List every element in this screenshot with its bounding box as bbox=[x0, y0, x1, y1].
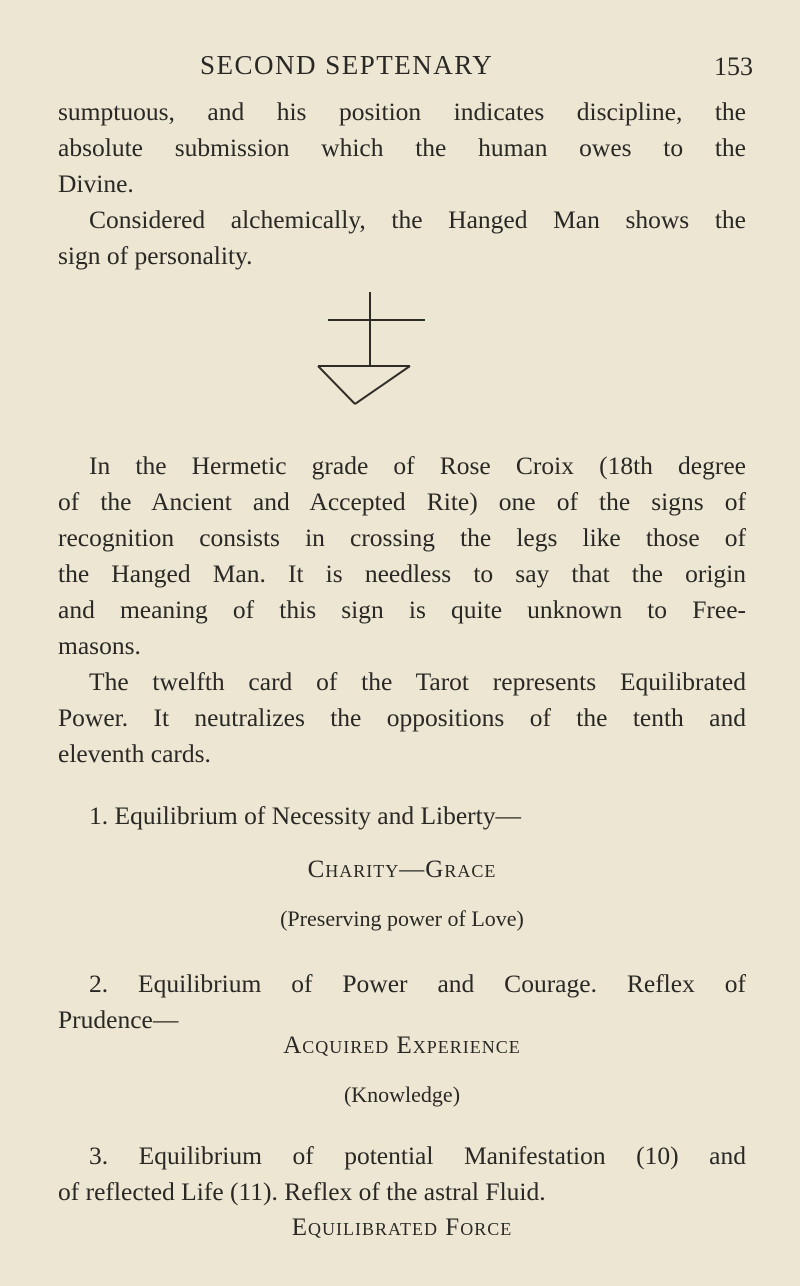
personality-sign-symbol bbox=[300, 282, 440, 412]
text-line: Divine. bbox=[58, 169, 134, 198]
text-line: of reflected Life (11). Reflex of the astral Fluid. bbox=[58, 1177, 546, 1206]
text-line: eleventh cards. bbox=[58, 739, 211, 768]
paragraph-continuation bbox=[58, 94, 746, 202]
item3-heading: Equilibrated Force bbox=[291, 1214, 513, 1241]
paragraph-alchemical bbox=[58, 202, 746, 274]
text-line: Considered alchemically, the Hanged Man shows the bbox=[89, 205, 746, 234]
text-line: and meaning of this sign is quite unknown to Free- bbox=[58, 595, 746, 624]
text-line: recognition consists in crossing the legs like those of bbox=[58, 523, 746, 552]
page-number: 153 bbox=[714, 52, 753, 81]
text-line: In the Hermetic grade of Rose Croix (18th degree bbox=[89, 451, 746, 480]
list-item-1 bbox=[58, 798, 746, 834]
item1-heading: Charity—Grace bbox=[307, 856, 497, 883]
text-line: Power. It neutralizes the oppositions of the tenth and bbox=[58, 703, 746, 732]
text-line: 2. Equilibrium of Power and Courage. Reflex of bbox=[89, 969, 746, 998]
text-line: masons. bbox=[58, 631, 141, 660]
symbol-triangle-right bbox=[355, 366, 410, 404]
item2-subheading: (Knowledge) bbox=[343, 1082, 461, 1107]
list-item-3 bbox=[58, 1138, 746, 1210]
text-line: 1. Equilibrium of Necessity and Liberty— bbox=[89, 801, 521, 830]
list-item-2 bbox=[58, 966, 746, 1038]
running-head: SECOND SEPTENARY bbox=[200, 50, 494, 80]
item2-heading: Acquired Experience bbox=[283, 1032, 521, 1059]
text-line: sign of personality. bbox=[58, 241, 253, 270]
text-line: The twelfth card of the Tarot represents Equilibrated bbox=[89, 667, 746, 696]
item1-subheading: (Preserving power of Love) bbox=[280, 906, 524, 931]
text-line: sumptuous, and his position indicates discipline, the bbox=[58, 97, 746, 126]
paragraph-twelfth-card bbox=[58, 664, 746, 772]
text-line: absolute submission which the human owes to the bbox=[58, 133, 746, 162]
symbol-triangle-left bbox=[318, 366, 355, 404]
text-line: 3. Equilibrium of potential Manifestation (10) and bbox=[89, 1141, 746, 1170]
paragraph-rose-croix bbox=[58, 448, 746, 664]
text-line: the Hanged Man. It is needless to say that the origin bbox=[58, 559, 746, 588]
text-line: of the Ancient and Accepted Rite) one of the signs of bbox=[58, 487, 746, 516]
text-line: Prudence— bbox=[58, 1005, 179, 1034]
